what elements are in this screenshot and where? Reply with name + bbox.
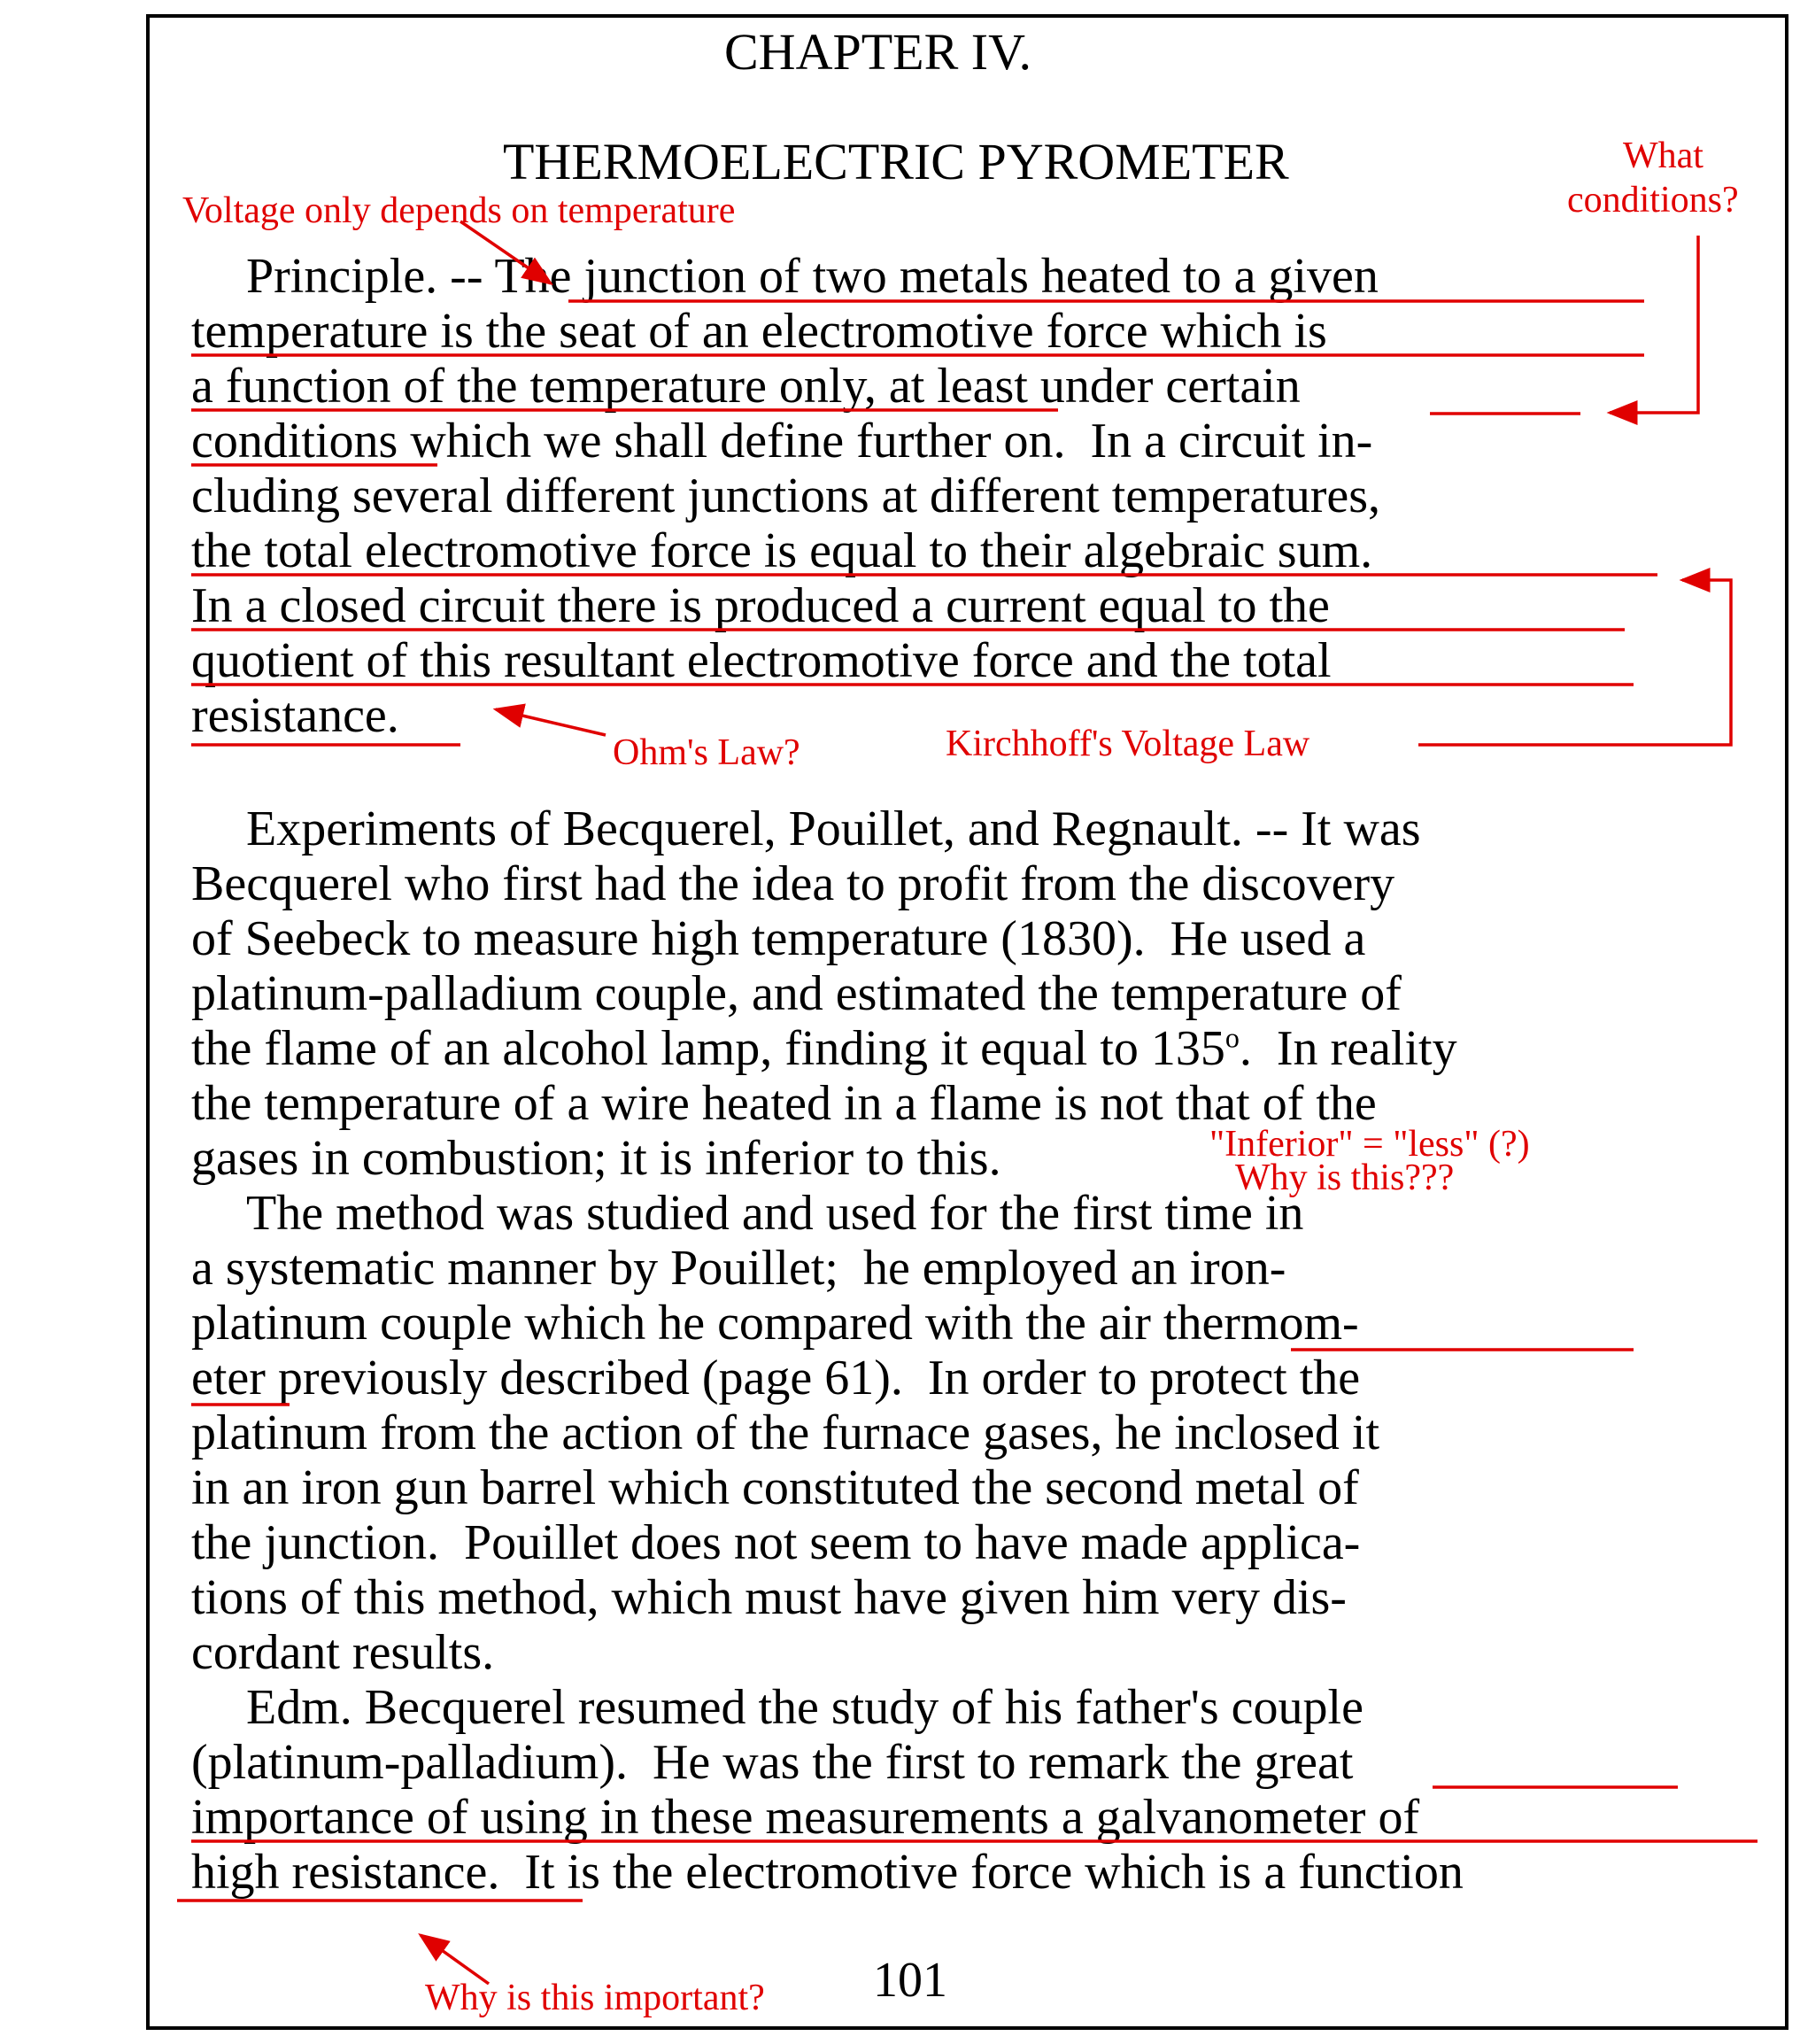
text-line: (platinum-palladium). He was the first to remark the great [191,1735,1354,1790]
text-line: platinum from the action of the furnace gases, he inclosed it [191,1405,1380,1460]
degree-symbol: o [1224,1021,1240,1054]
text-line: quotient of this resultant electromotive force and the total [191,633,1332,688]
text-line: Becquerel who first had the idea to profit from the discovery [191,856,1395,911]
text-line: the temperature of a wire heated in a flame is not that of the [191,1076,1377,1131]
text-line [191,1021,1457,1076]
text-line: a function of the temperature only, at least under certain [191,359,1301,414]
text-line: platinum-palladium couple, and estimated the temperature of [191,966,1402,1021]
annotation-inferior: "Inferior" = "less" (?) [1209,1124,1530,1165]
annotation-what: What [1623,135,1703,176]
annotation-ohms-law: Ohm's Law? [613,732,800,773]
text-line: temperature is the seat of an electromotive force which is [191,304,1327,359]
text-line: tions of this method, which must have given him very dis- [191,1570,1347,1625]
text-line: eter previously described (page 61). In order to protect the [191,1351,1361,1405]
text-line: the junction. Pouillet does not seem to have made applica- [191,1515,1361,1570]
text-line: conditions which we shall define further on. In a circuit in- [191,414,1373,468]
text-line: cordant results. [191,1625,495,1680]
page-number: 101 [873,1953,947,2008]
text-segment: the flame of an alcohol lamp, finding it equal to 135 [191,1021,1225,1076]
text-line: The method was studied and used for the first time in [246,1186,1304,1241]
text-line: high resistance. It is the electromotive force which is a function [191,1845,1464,1900]
text-line: Experiments of Becquerel, Pouillet, and Regnault. -- It was [246,801,1421,856]
text-line: in an iron gun barrel which constituted the second metal of [191,1460,1359,1515]
text-line: Principle. -- The junction of two metals heated to a given [246,249,1379,304]
chapter-title: CHAPTER IV. [724,23,1031,81]
text-line: gases in combustion; it is inferior to this. [191,1131,1001,1186]
annotation-why-this: Why is this??? [1235,1157,1455,1198]
section-title: THERMOELECTRIC PYROMETER [503,133,1289,190]
text-line: In a closed circuit there is produced a current equal to the [191,578,1330,633]
text-line: Edm. Becquerel resumed the study of his father's couple [246,1680,1364,1735]
annotation-voltage: Voltage only depends on temperature [182,190,736,231]
annotation-conditions: conditions? [1567,180,1739,221]
text-line: of Seebeck to measure high temperature (1830). He used a [191,911,1366,966]
annotation-why-important: Why is this important? [425,1978,765,2018]
text-line: importance of using in these measurements a galvanometer of [191,1790,1420,1845]
text-line: resistance. [191,688,399,743]
text-segment: . In reality [1239,1021,1457,1076]
annotation-kirchhoff: Kirchhoff's Voltage Law [946,724,1310,764]
text-line: cluding several different junctions at different temperatures, [191,468,1380,523]
text-line: the total electromotive force is equal to their algebraic sum. [191,523,1373,578]
text-line: platinum couple which he compared with the air thermom- [191,1296,1359,1351]
text-line: a systematic manner by Pouillet; he employed an iron- [191,1241,1286,1296]
